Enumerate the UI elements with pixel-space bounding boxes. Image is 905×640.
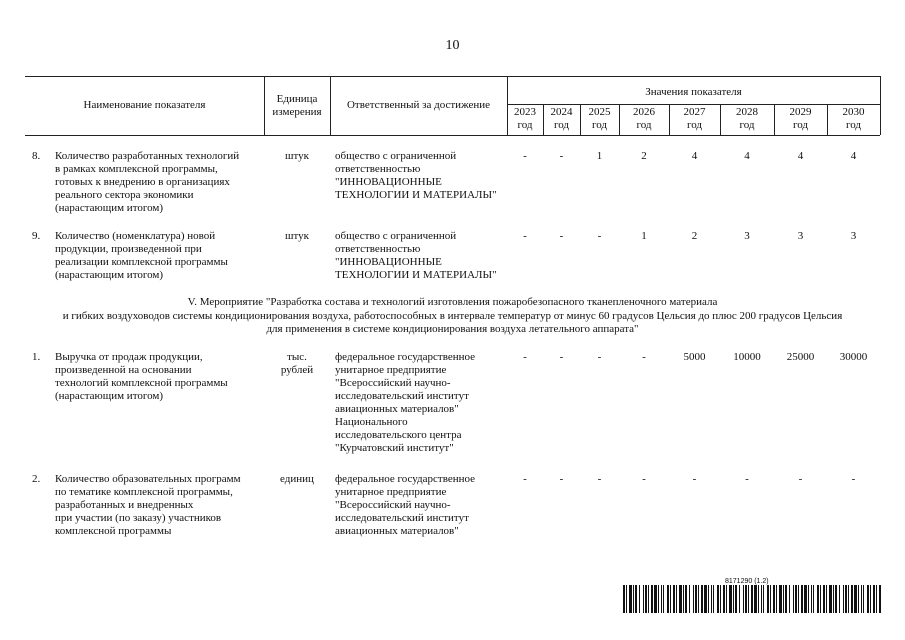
value-2028: 4 (744, 150, 750, 162)
year-2027: 2027 год (683, 106, 706, 131)
value-2025: - (597, 351, 602, 363)
table-top-border (25, 76, 880, 77)
row-number: 8. (32, 150, 41, 162)
row-responsible: федеральное государственное унитарное предприятие "Всероссийский научно- исследовательский институт авиационных материалов" Национального исследовательского центра "Курчатовский институт" (335, 351, 476, 454)
value-2023: - (523, 150, 527, 162)
row-name: Количество (номенклатура) новой продукции, произведенной при реализации комплексной программы (нарастающим итогом) (55, 230, 228, 281)
row-unit: единиц (280, 473, 314, 485)
header-responsible: Ответственный за достижение (346, 99, 491, 111)
section-title: V. Мероприятие "Разработка состава и технологий изготовления пожаробезопасного тканепленочного материала и гибких воздуховодов системы кондиционирования воздуха, работоспособных в интервале температур от минус 60 градусов Цельсия до плюс 200 градусов Цельсия для применения в системе кондиционирования воздуха летательного аппарата" (62, 296, 843, 335)
row-unit: штук (285, 150, 309, 162)
row-responsible: общество с ограниченной ответственностью "ИННОВАЦИОННЫЕ ТЕХНОЛОГИИ И МАТЕРИАЛЫ" (335, 230, 497, 281)
value-2023: - (523, 473, 527, 485)
year-2029: 2029 год (789, 106, 812, 131)
row-name: Выручка от продаж продукции, произведенной на основании технологий комплексной программы (нарастающим итогом) (55, 351, 228, 402)
row-responsible: общество с ограниченной ответственностью "ИННОВАЦИОННЫЕ ТЕХНОЛОГИИ И МАТЕРИАЛЫ" (335, 150, 497, 201)
year-2028: 2028 год (736, 106, 758, 131)
page-number: 10 (445, 38, 460, 53)
value-2024: - (559, 473, 564, 485)
value-2030: 30000 (839, 351, 868, 363)
value-2026: - (642, 473, 646, 485)
column-divider (880, 76, 881, 135)
value-2024: - (559, 230, 564, 242)
value-2023: - (523, 230, 527, 242)
value-2030: 3 (850, 230, 857, 242)
value-2027: 2 (691, 230, 698, 242)
value-2026: 2 (641, 150, 647, 162)
value-2025: - (597, 473, 602, 485)
value-2027: 4 (691, 150, 698, 162)
year-2025: 2025 год (588, 106, 611, 131)
value-2025: 1 (596, 150, 603, 162)
value-2028: - (745, 473, 749, 485)
barcode-icon (623, 585, 881, 613)
year-2030: 2030 год (842, 106, 865, 131)
value-2028: 3 (744, 230, 750, 242)
row-name: Количество образовательных программ по тематике комплексной программы, разработанных и внедренных при участии (по заказу) участников комплексной программы (55, 473, 241, 537)
value-2029: 25000 (786, 351, 815, 363)
value-2024: - (559, 351, 564, 363)
value-2029: 4 (797, 150, 804, 162)
row-number: 1. (32, 351, 41, 363)
row-number: 2. (32, 473, 41, 485)
year-2024: 2024 год (550, 106, 573, 131)
value-2030: 4 (850, 150, 857, 162)
value-2028: 10000 (733, 351, 761, 363)
value-2027: 5000 (683, 351, 706, 363)
row-name: Количество разработанных технологий в рамках комплексной программы, готовых к внедрению в организациях реального сектора экономики (нарастающим итогом) (55, 150, 240, 214)
row-unit: тыс. рублей (280, 351, 314, 376)
value-2026: 1 (641, 230, 647, 242)
value-2030: - (851, 473, 856, 485)
barcode-text: 8171290 (1.2) (725, 578, 769, 585)
value-2029: - (798, 473, 803, 485)
value-2026: - (642, 351, 646, 363)
header-unit: Единица измерения (272, 93, 322, 118)
years-divider (507, 104, 880, 105)
header-values: Значения показателя (645, 86, 742, 98)
value-2023: - (523, 351, 527, 363)
year-2023: 2023 год (514, 106, 536, 131)
row-responsible: федеральное государственное унитарное предприятие "Всероссийский научно- исследовательский институт авиационных материалов" (335, 473, 476, 537)
row-unit: штук (285, 230, 309, 242)
value-2025: - (597, 230, 602, 242)
header-name: Наименование показателя (83, 99, 206, 111)
value-2029: 3 (797, 230, 804, 242)
value-2024: - (559, 150, 564, 162)
year-2026: 2026 год (633, 106, 655, 131)
table-header-bottom-border (25, 135, 880, 136)
value-2027: - (692, 473, 697, 485)
row-number: 9. (32, 230, 41, 242)
